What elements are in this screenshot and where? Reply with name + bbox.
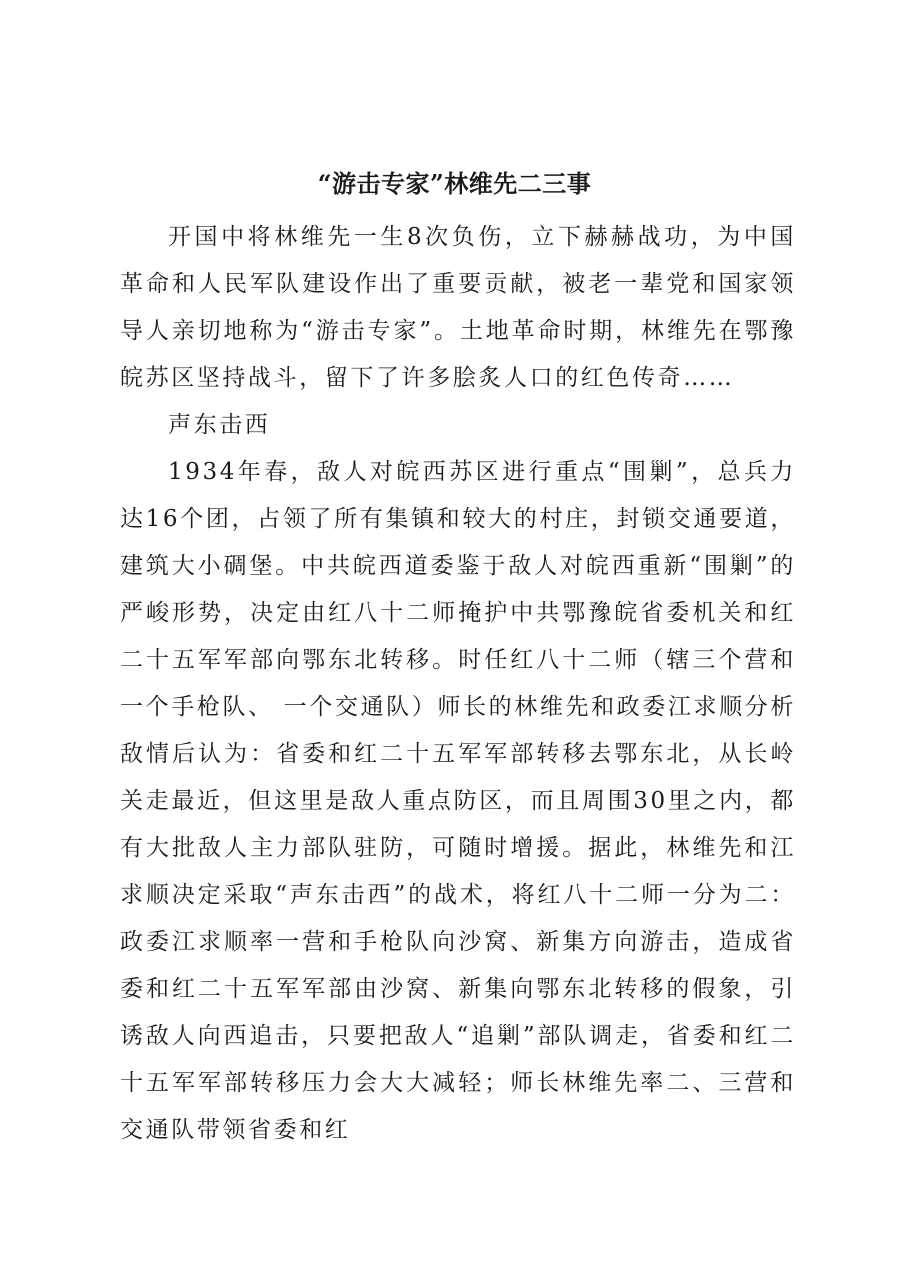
document-title: “游击专家”林维先二三事 xyxy=(317,169,592,198)
document-body xyxy=(120,214,796,1154)
intro-paragraph: 开国中将林维先一生8次负伤，立下赫赫战功，为中国革命和人民军队建设作出了重要贡献，被老一辈党和国家领导人亲切地称为“游击专家”。土地革命时期，林维先在鄂豫皖苏区坚持战斗，留下了许多脍炙人口的红色传奇…… xyxy=(120,224,796,391)
section-heading: 声东击西 xyxy=(168,412,271,438)
body-paragraph: 1934年春，敌人对皖西苏区进行重点“围剿”，总兵力达16个团，占领了所有集镇和较大的村庄，封锁交通要道，建筑大小碉堡。中共皖西道委鉴于敌人对皖西重新“围剿”的严峻形势，决定由红八十二师掩护中共鄂豫皖省委机关和红二十五军军部向鄂东北转移。时任红八十二师（辖三个营和一个手枪队、 一个交通队）师长的林维先和政委江求顺分析敌情后认为：省委和红二十五军军部转移去鄂东北，从长岭关走最近，但这里是敌人重点防区，而且周围30里之内，都有大批敌人主力部队驻防，可随时增援。据此，林维先和江求顺决定采取“声东击西”的战术，将红八十二师一分为二：政委江求顺率一营和手枪队向沙窝、新集方向游击，造成省委和红二十五军军部由沙窝、新集向鄂东北转移的假象，引诱敌人向西追击，只要把敌人“追剿”部队调走，省委和红二十五军军部转移压力会大大减轻；师长林维先率二、三营和交通队带领省委和红 xyxy=(120,459,796,1143)
